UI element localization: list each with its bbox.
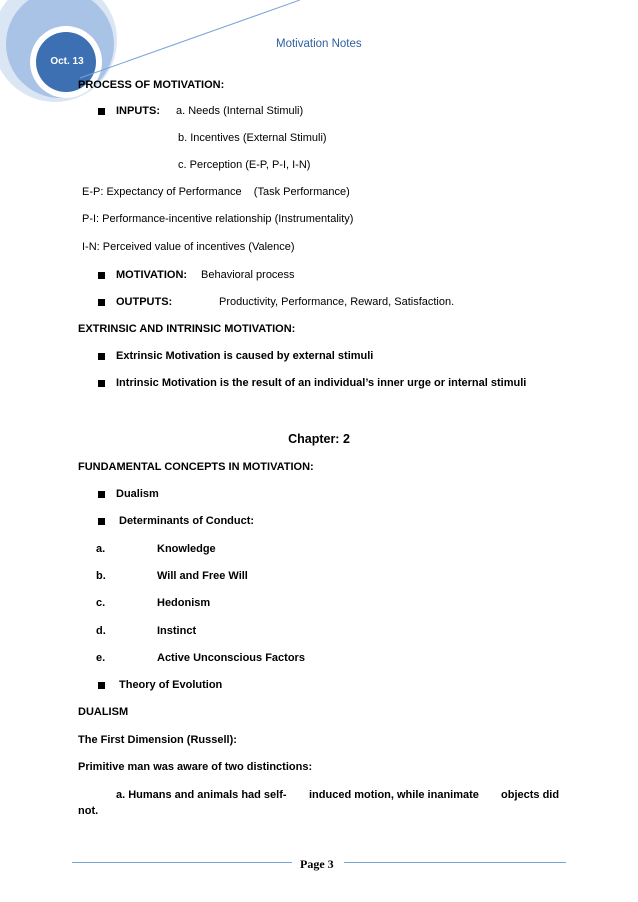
fundamental-heading: FUNDAMENTAL CONCEPTS IN MOTIVATION:: [78, 461, 314, 473]
list-letter: d.: [96, 625, 106, 637]
bullet-icon: [98, 108, 105, 115]
evolution-item: Theory of Evolution: [119, 679, 223, 691]
bullet-icon: [98, 299, 105, 306]
paragraph-part: objects did: [501, 789, 560, 801]
list-letter: c.: [96, 597, 106, 609]
list-item: Knowledge: [157, 543, 216, 555]
list-letter: b.: [96, 570, 106, 582]
outputs-value: Productivity, Performance, Reward, Satisfaction.: [219, 296, 455, 308]
list-item: Active Unconscious Factors: [157, 652, 305, 664]
paragraph-part: induced motion, while inanimate: [309, 789, 479, 801]
bullet-icon: [98, 380, 105, 387]
list-item: Instinct: [157, 625, 197, 637]
paragraph-part: a. Humans and animals had self-: [116, 789, 287, 801]
list-item: Intrinsic Motivation is the result of an individual’s inner urge or internal stimuli: [116, 377, 527, 389]
input-item: b. Incentives (External Stimuli): [178, 132, 327, 144]
bullet-icon: [98, 272, 105, 279]
outputs-label: OUTPUTS:: [116, 296, 173, 308]
bullet-icon: [98, 353, 105, 360]
primitive-line: Primitive man was aware of two distinctions:: [78, 761, 313, 773]
definition: E-P: Expectancy of Performance (Task Performance): [82, 186, 350, 198]
motivation-label: MOTIVATION:: [116, 269, 188, 281]
bullet-icon: [98, 682, 105, 689]
list-letter: a.: [96, 543, 106, 555]
list-item: Extrinsic Motivation is caused by external stimuli: [116, 350, 374, 362]
motivation-value: Behavioral process: [201, 269, 295, 281]
list-letter: e.: [96, 652, 106, 664]
input-item: c. Perception (E-P, P-I, I-N): [178, 159, 311, 171]
determinants-item: Determinants of Conduct:: [119, 515, 255, 527]
header-date: Oct. 13: [50, 56, 84, 67]
definition: P-I: Performance-incentive relationship (Instrumentality): [82, 213, 354, 225]
process-heading: PROCESS OF MOTIVATION:: [78, 79, 225, 91]
footer-rule-right: [344, 862, 566, 863]
dualism-heading: DUALISM: [78, 706, 129, 718]
first-dimension: The First Dimension (Russell):: [78, 734, 237, 746]
footer-rule-left: [72, 862, 292, 863]
dualism-item: Dualism: [116, 488, 159, 500]
bullet-icon: [98, 491, 105, 498]
inputs-label: INPUTS:: [116, 105, 160, 117]
header-title: Motivation Notes: [276, 38, 362, 50]
chapter-title: Chapter: 2: [288, 432, 350, 446]
input-item: a. Needs (Internal Stimuli): [176, 105, 304, 117]
list-item: Hedonism: [157, 597, 211, 609]
definition: I-N: Perceived value of incentives (Valence): [82, 241, 295, 253]
page-number: Page 3: [300, 857, 334, 871]
header-decoration: [0, 0, 300, 110]
paragraph-part: not.: [78, 805, 99, 817]
extrinsic-heading: EXTRINSIC AND INTRINSIC MOTIVATION:: [78, 323, 296, 335]
list-item: Will and Free Will: [157, 570, 248, 582]
bullet-icon: [98, 518, 105, 525]
